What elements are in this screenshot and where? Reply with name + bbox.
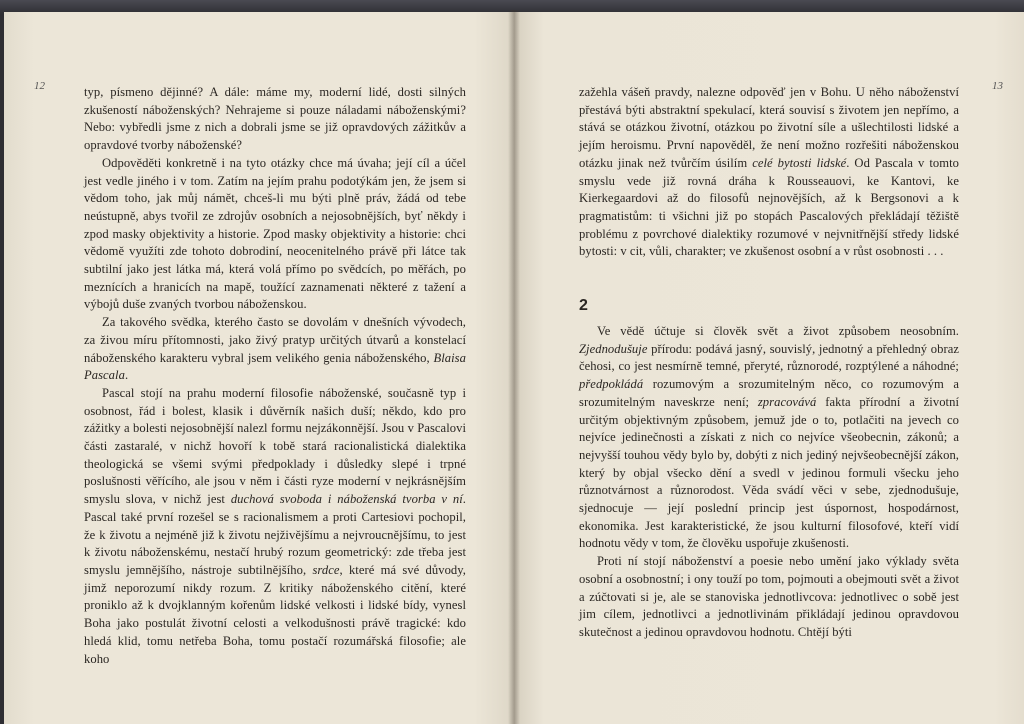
paragraph-text: Pascal stojí na prahu moderní filosofie náboženské, současně typ i osobnost, řád i bolest, klasik i důvěrník našich duší; někdo, kdo pro zážitky a bolesti nejosobnější nalezl formu nejzákonnější. Jsou v Pascalovi části zastaralé, v nichž hovoří k tobě stará racionalistická dialektika theologická se všemi svými předpoklady i důsledky slepé i trpné poslušnosti věřícího, ale jsou v něm i části ryze moderní v nejkrásnějším smyslu slova, v nichž jest xyxy=(84,385,466,507)
emphasized-text: Blaisa Pascala xyxy=(84,350,466,383)
left-page-body xyxy=(84,84,466,668)
paragraph-text: Za takového svědka, kterého často se dovolám v dnešních vývodech, za živou míru přítomnosti, jako živý pratyp určitých útvarů a konstelací náboženského karakteru vybral jsem velikého genia náboženského, xyxy=(84,315,466,365)
paragraph xyxy=(84,314,466,385)
paragraph-text: přírodu: podává jasný, souvislý, jednotný a přehledný obraz čehosi, co jest nesmírně temné, přeryté, různorodé, rozptýlené a náhodné; xyxy=(579,341,959,374)
page-number-left: 12 xyxy=(34,80,45,92)
paragraph-text: , které má své důvody, jimž neporozumí nikdy rozum. Z kritiky náboženského citění, které proniklo až k dvojklanným kořenům lidské velkosti i lidské bídy, vynesl Boha jako postulát životní celosti a velkodušnosti právě tragické: kdo hledá klid, tomu netřeba Boha, tomu postačí rozumářská filosofie; ale koho xyxy=(84,562,466,666)
paragraph-text: . xyxy=(124,368,129,383)
book-gutter xyxy=(508,10,520,724)
paragraph-text: Ve vědě účtuje si člověk svět a život způsobem neosobním. xyxy=(597,324,959,339)
emphasized-text: Zjednodušuje xyxy=(579,341,648,356)
paragraph xyxy=(84,155,466,314)
paragraph-text: zažehla vášeň pravdy, nalezne odpověď jen v Bohu. U něho náboženství přestává býti abstraktní spekulací, která souvisí s životem jen nepřímo, a stává se otázkou životní, otázkou po životní síle a ušlechtilosti lidské a jejím heroismu. První napověděl, že není možno rozřešiti náboženskou otázku jinak než tvůrčím úsilím xyxy=(579,85,959,170)
page-number-right: 13 xyxy=(992,80,1003,92)
paragraph-text: Odpověděti konkretně i na tyto otázky chce má úvaha; její cíl a účel jest vedle jiného i v tom. Zatím na jejím prahu podotýkám jen, že jsem si vědom toho, jak můj námět, chceš-li mu býti plně práv, žádá od tebe neústupně, abys tvořil ze zdrojův osobních a nejosobnějších, byť někdy i zpod masky objektivity a historie. Zpod masky objektivity a historie: chci vědomě využíti zde tohoto dobrodiní, neocenitelného právě při látce tak subtilní jako jest látka má, která volá přímo po svědcích, po měřách, po meznících a hranicích na mapě, toužící zaznamenati některé z tažení a výbojů duše zvaných tvorbou náboženskou. xyxy=(84,155,466,312)
emphasized-text: duchová svoboda i náboženská tvorba v ní xyxy=(230,492,463,507)
paragraph xyxy=(84,84,466,155)
left-page xyxy=(4,12,514,724)
paragraph-text: typ, písmeno dějinné? A dále: máme my, moderní lidé, dosti silných zkušeností náboženských? Nehrajeme si pouze náladami náboženskými? Nebo: vybředli jsme z nich a dobrali jsme se již opravdových zážitkův a opravdové tvorby náboženské? xyxy=(84,85,466,153)
right-page-body-after xyxy=(579,323,959,642)
emphasized-text: celé bytosti lidské xyxy=(752,155,847,170)
right-page xyxy=(514,12,1024,724)
paragraph-text: fakta přírodní a životní určitým objektivným způsobem, jemuž jde o to, potlačiti na jevech co nejvíce jedinečnosti a získati z nich co nejvíce všeobecnin, zákonů; a nejvyšší touhou vědy bylo by, dobýti z nich jediný nejvšeobecnější zákon, který by objal všecko dění a svedl v jedinou formuli všecku jeho různotvárnost a různorodost. Věda svádí věci v sebe, zjednodušuje, sjednocuje — její poslední princip jest úspornost, hospodárnost, ekonomika. Jest karakteristické, že jsou kulturní filosofové, kteří vidí hodnotu vědy v tom, že člověku uspořuje zkušenosti. xyxy=(579,394,959,551)
paragraph-text: . Od Pascala v tomto smyslu vede již rovná dráha k Rousseauovi, ke Kantovi, ke Kierkegaardovi až do filosofů nejnovějších, až k Bergsonovi a k pragmatistům: ti všichni již po stopách Pascalových překládají těžiště problému z povrchové dialektiky rozumové v nejvnitřnější středy lidské bytosti: v cit, vůli, charakter; ve zkušenost osobní a v růst osobnosti . . . xyxy=(579,155,959,259)
paragraph-text: . Pascal také první rozešel se s racionalismem a proti Cartesiovi pochopil, že k životu a nejméně již k životu nejživějšímu a nejvroucnějšímu, to jest k životu náboženskému, nestačí hrubý rozum geometrický: zde třeba jest smyslu jemnějšího, nástroje subtilnějšího, xyxy=(84,492,466,577)
paragraph-text: rozumovým a srozumitelným něco, co rozumovým a srozumitelným naveskrze není; xyxy=(579,377,959,409)
section-number: 2 xyxy=(579,297,588,315)
emphasized-text: srdce xyxy=(312,562,340,577)
emphasized-text: předpokládá xyxy=(579,377,644,392)
right-page-body xyxy=(579,84,959,642)
paragraph xyxy=(84,385,466,668)
emphasized-text: zpracovává xyxy=(757,394,817,409)
paragraph xyxy=(579,323,959,553)
paragraph xyxy=(579,84,959,261)
paragraph-text: Proti ní stojí náboženství a poesie nebo umění jako výklady světa osobní a osobnostní; i ony touží po tom, pojmouti a obejmouti svět a život a zúčtovati si je, ale se stanoviska jednotlivcova: jednotlivec o sobě jest jim cílem, jednotlivci a jednotlivinám přikládají jedinou opravdovou skutečnost a jedinou opravdovou hodnotu. Chtějí býti xyxy=(579,554,959,639)
right-page-body-before xyxy=(579,84,959,261)
paragraph xyxy=(579,553,959,642)
